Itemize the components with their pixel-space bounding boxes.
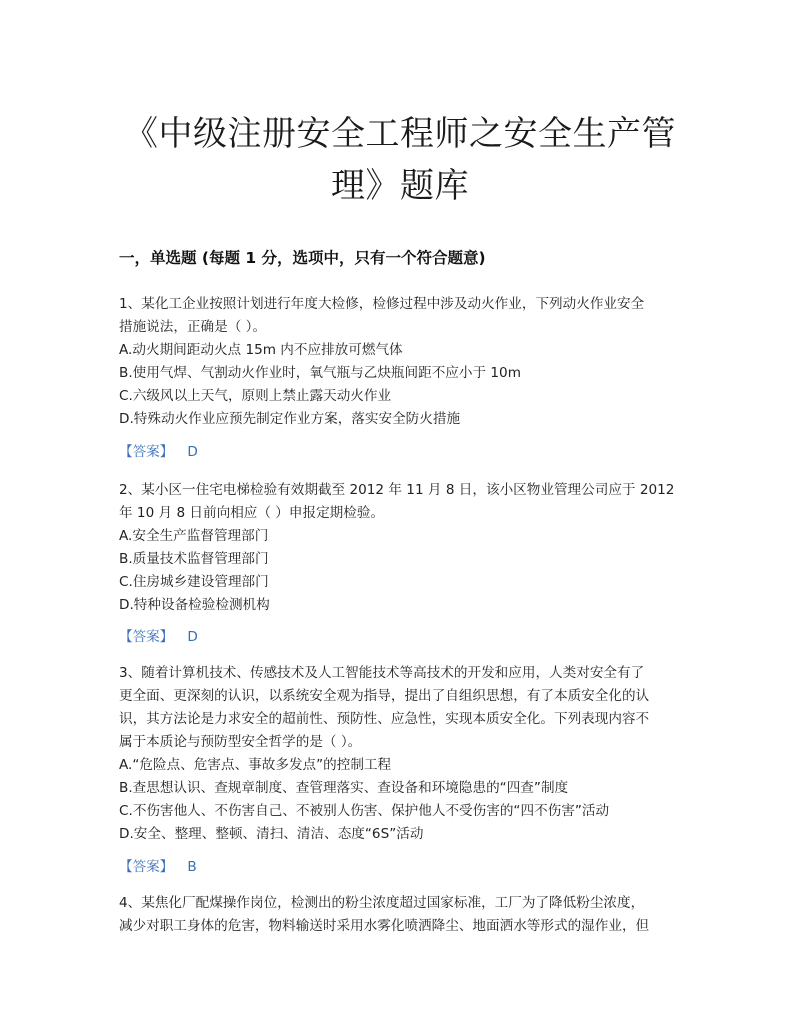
option-b: B.质量技术监督管理部门 bbox=[119, 551, 269, 567]
answer-value: D bbox=[187, 629, 198, 645]
option-c: C.住房城乡建设管理部门 bbox=[119, 574, 269, 590]
option-b: B.查思想认识、查规章制度、查管理落实、查设备和环境隐患的“四查”制度 bbox=[119, 780, 569, 796]
question-4 bbox=[119, 892, 689, 938]
question-stem-line: 年 10 月 8 日前向相应（ ）申报定期检验。 bbox=[119, 505, 385, 521]
title-line-1: 《中级注册安全工程师之安全生产管 bbox=[124, 114, 676, 154]
question-stem-line: 2、某小区一住宅电梯检验有效期截至 2012 年 11 月 8 日，该小区物业管理公司应于 2012 bbox=[119, 482, 675, 498]
answer-2 bbox=[119, 626, 198, 649]
answer-label: 【答案】 bbox=[119, 444, 174, 460]
answer-3 bbox=[119, 856, 197, 879]
section-heading: 一，单选题 (每题 1 分，选项中，只有一个符合题意) bbox=[119, 249, 486, 267]
question-stem-line: 更全面、更深刻的认识，以系统安全观为指导，提出了自组织思想，有了本质安全化的认 bbox=[119, 688, 650, 704]
question-stem-line: 4、某焦化厂配煤操作岗位，检测出的粉尘浓度超过国家标准，工厂为了降低粉尘浓度， bbox=[119, 895, 645, 911]
option-b: B.使用气焊、气割动火作业时，氧气瓶与乙炔瓶间距不应小于 10m bbox=[119, 365, 521, 381]
answer-1 bbox=[119, 441, 198, 464]
option-c: C.不伤害他人、不伤害自己、不被别人伤害、保护他人不受伤害的“四不伤害”活动 bbox=[119, 803, 610, 819]
question-stem-line: 3、随着计算机技术、传感技术及人工智能技术等高技术的开发和应用，人类对安全有了 bbox=[119, 665, 645, 681]
document-title bbox=[80, 108, 720, 212]
question-stem-line: 识，其方法论是力求安全的超前性、预防性、应急性，实现本质安全化。下列表现内容不 bbox=[119, 711, 650, 727]
question-stem-line: 属于本质论与预防型安全哲学的是（ ）。 bbox=[119, 734, 362, 750]
answer-label: 【答案】 bbox=[119, 629, 174, 645]
option-d: D.特殊动火作业应预先制定作业方案，落实安全防火措施 bbox=[119, 411, 461, 427]
option-d: D.特种设备检验检测机构 bbox=[119, 597, 270, 613]
question-1 bbox=[119, 293, 689, 431]
option-a: A.安全生产监督管理部门 bbox=[119, 528, 269, 544]
answer-label: 【答案】 bbox=[119, 859, 174, 875]
title-line-2: 理》题库 bbox=[331, 166, 469, 206]
option-a: A.动火期间距动火点 15m 内不应排放可燃气体 bbox=[119, 342, 403, 358]
question-3 bbox=[119, 662, 689, 846]
question-2 bbox=[119, 479, 689, 617]
option-a: A.“危险点、危害点、事故多发点”的控制工程 bbox=[119, 757, 392, 773]
answer-value: B bbox=[187, 859, 197, 875]
option-d: D.安全、整理、整顿、清扫、清洁、态度“6S”活动 bbox=[119, 826, 424, 842]
option-c: C.六级风以上天气，原则上禁止露天动火作业 bbox=[119, 388, 392, 404]
question-stem-line: 减少对职工身体的危害，物料输送时采用水雾化喷洒降尘、地面洒水等形式的湿作业，但 bbox=[119, 918, 650, 934]
question-stem-line: 措施说法，正确是（ ）。 bbox=[119, 319, 267, 335]
answer-value: D bbox=[187, 444, 198, 460]
question-stem-line: 1、某化工企业按照计划进行年度大检修，检修过程中涉及动火作业，下列动火作业安全 bbox=[119, 296, 645, 312]
